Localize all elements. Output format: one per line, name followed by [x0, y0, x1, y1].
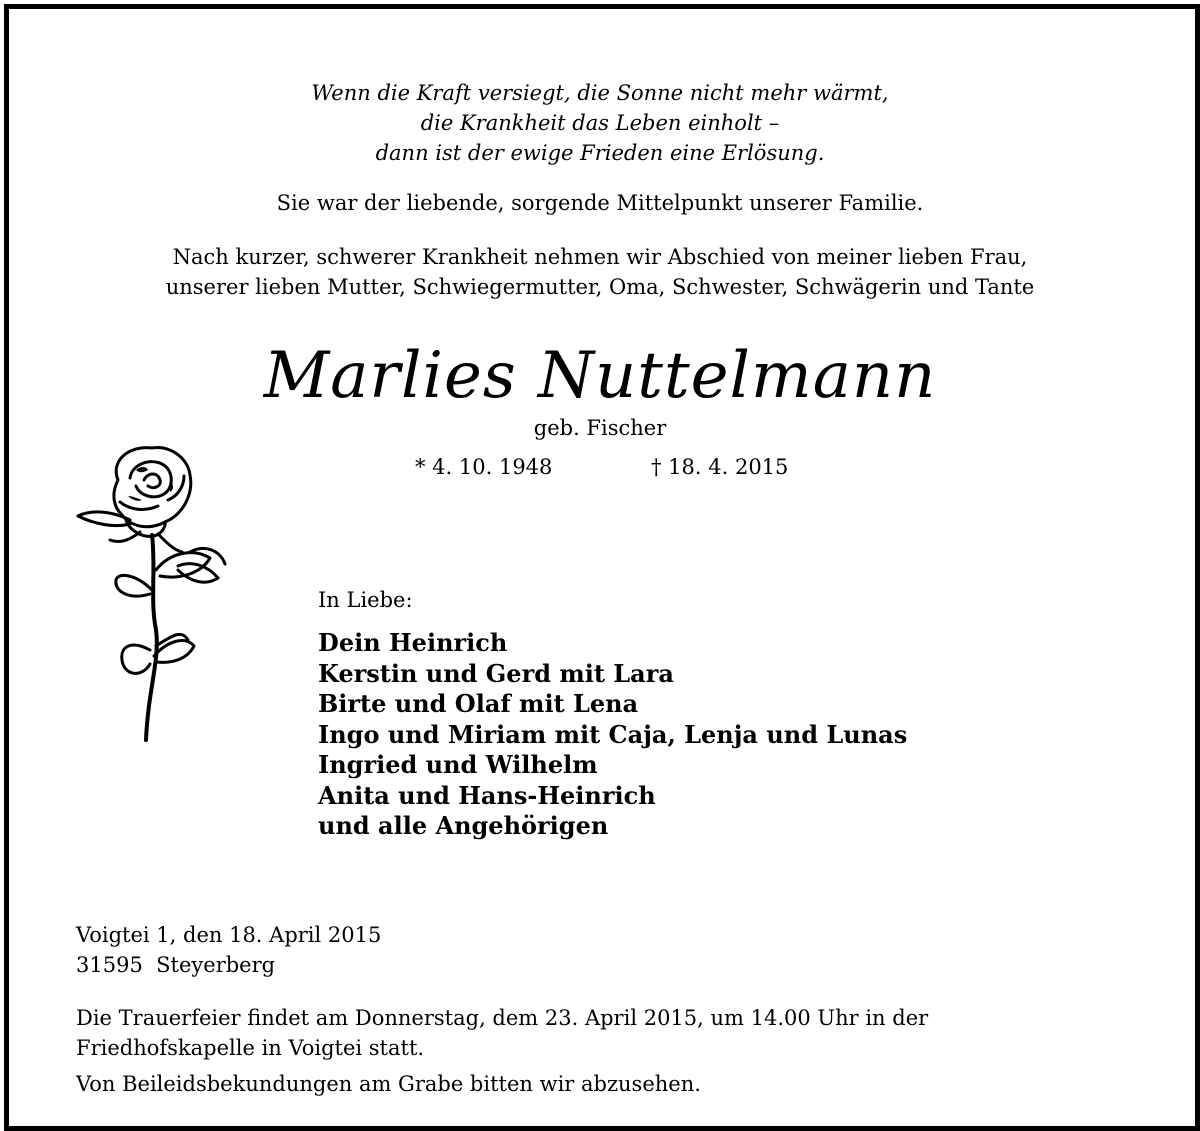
mourner-name: Ingo und Miriam mit Caja, Lenja und Lunas — [318, 719, 908, 749]
mourner-name: Anita und Hans-Heinrich — [318, 780, 656, 810]
closing-note: Von Beileidsbekundungen am Grabe bitten wir abzusehen. — [76, 1072, 701, 1096]
mourners-heading: In Liebe: — [318, 588, 413, 612]
address-line: 31595 Steyerberg — [76, 953, 276, 977]
mourner-name: Birte und Olaf mit Lena — [318, 689, 639, 718]
funeral-note — [76, 1003, 928, 1099]
poem-line: Wenn die Kraft versiegt, die Sonne nicht mehr wärmt, — [311, 81, 889, 105]
mourners-list — [318, 628, 907, 842]
rose-icon — [70, 440, 235, 750]
poem-line: die Krankheit das Leben einholt – — [420, 111, 780, 135]
death-date: † 18. 4. 2015 — [651, 455, 789, 479]
mourner-name: Ingried und Wilhelm — [318, 750, 598, 779]
farewell-line: unserer lieben Mutter, Schwiegermutter, Oma, Schwester, Schwägerin und Tante — [165, 275, 1035, 299]
funeral-note-line: Die Trauerfeier findet am Donnerstag, dem 23. April 2015, um 14.00 Uhr in der — [76, 1006, 929, 1030]
deceased-name: Marlies Nuttelmann — [263, 339, 937, 413]
birth-date: * 4. 10. 1948 — [415, 455, 553, 479]
funeral-note-line: Friedhofskapelle in Voigtei statt. — [76, 1036, 425, 1060]
farewell-text — [0, 242, 1200, 302]
mourner-name: und alle Angehörigen — [318, 811, 609, 840]
address-line: Voigtei 1, den 18. April 2015 — [76, 923, 382, 947]
maiden-name: geb. Fischer — [533, 416, 667, 440]
mourner-name: Kerstin und Gerd mit Lara — [318, 658, 674, 688]
intro-text: Sie war der liebende, sorgende Mittelpunkt unserer Familie. — [276, 191, 924, 215]
mourner-name: Dein Heinrich — [318, 628, 508, 657]
address-block — [76, 920, 381, 980]
poem-line: dann ist der ewige Frieden eine Erlösung. — [375, 141, 825, 165]
farewell-line: Nach kurzer, schwerer Krankheit nehmen wir Abschied von meiner lieben Frau, — [172, 245, 1028, 269]
poem — [0, 78, 1200, 168]
